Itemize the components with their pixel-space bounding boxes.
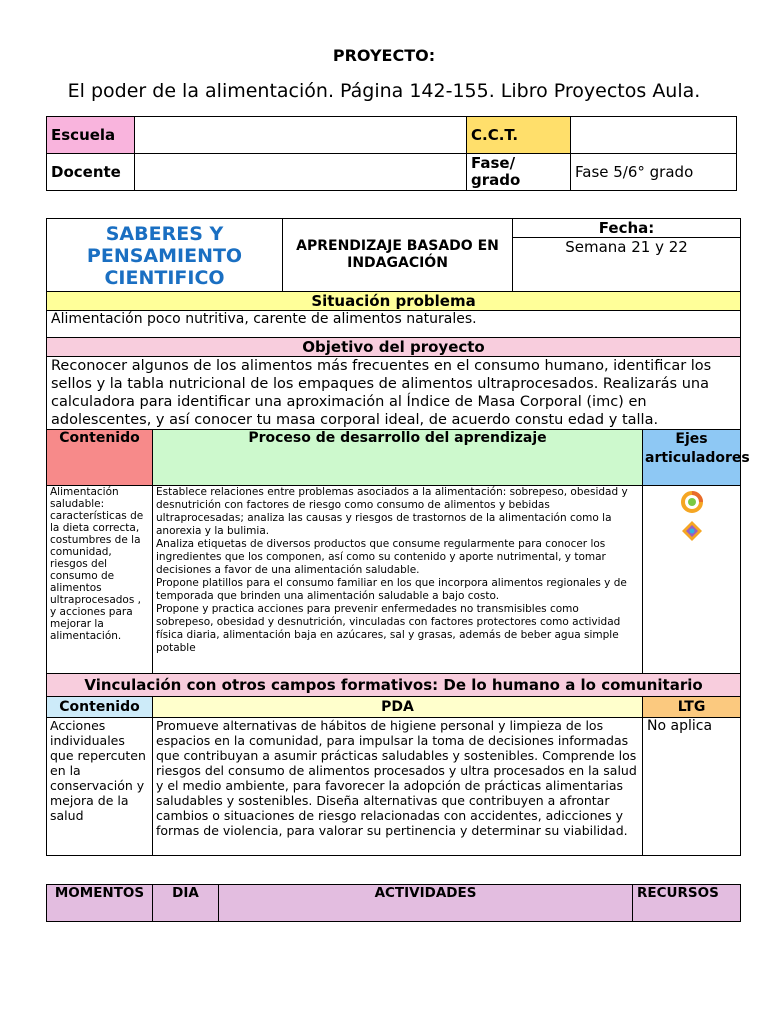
momentos-header: MOMENTOS [47, 885, 153, 922]
pda-header: PDA [153, 697, 643, 718]
diamond-eje-icon [680, 519, 704, 543]
ltg-text: No aplica [643, 718, 741, 856]
cct-label: C.C.T. [467, 117, 571, 154]
dia-header: DIA [153, 885, 219, 922]
info-table [46, 116, 737, 191]
situacion-label: Situación problema [47, 292, 741, 311]
fase-value: Fase 5/6° grado [571, 154, 737, 191]
escuela-label: Escuela [47, 117, 135, 154]
docente-label: Docente [47, 154, 135, 191]
ltg-header: LTG [643, 697, 741, 718]
project-subtitle: El poder de la alimentación. Página 142-155. Libro Proyectos Aula. [67, 80, 701, 102]
fecha-value: Semana 21 y 22 [513, 238, 741, 292]
recursos-header: RECURSOS [633, 885, 741, 922]
main-table [46, 218, 750, 856]
situacion-text: Alimentación poco nutritiva, carente de alimentos naturales. [47, 311, 741, 338]
ejes-header: Ejes articuladores [643, 430, 741, 486]
actividades-header: ACTIVIDADES [219, 885, 633, 922]
proceso-header: Proceso de desarrollo del aprendizaje [153, 430, 643, 486]
campo-formativo: SABERES Y PENSAMIENTO CIENTIFICO [47, 219, 283, 292]
vinc-contenido-header: Contenido [47, 697, 153, 718]
vinc-contenido-text: Acciones individuales que repercuten en la conservación y mejora de la salud [47, 718, 153, 856]
contenido-header: Contenido [47, 430, 153, 486]
contenido-text: Alimentación saludable: características de la dieta correcta, costumbres de la comunidad, riesgos del consumo de alimentos ultraprocesados , y acciones para mejorar la alimentación. [47, 486, 153, 674]
pda-text: Promueve alternativas de hábitos de higiene personal y limpieza de los espacios en la comunidad, para impulsar la toma de decisiones informadas que contribuyan a asumir prácticas saludables y sostenibles. Comprende los riesgos del consumo de alimentos procesados y ultra procesados en la salud y el medio ambiente, para favorecer la adopción de prácticas alimentarias saludables y sostenibles. Diseña alternativas que contribuyen a afrontar cambios o situaciones de riesgo relacionadas con accidentes, adicciones y formas de violencia, para valorar su pertinencia y determinar su viabilidad. [153, 718, 643, 856]
actividades-table [46, 884, 741, 922]
metodologia: APRENDIZAJE BASADO EN INDAGACIÓN [283, 219, 513, 292]
docente-field[interactable] [135, 154, 467, 191]
objetivo-label: Objetivo del proyecto [47, 338, 741, 357]
cct-field[interactable] [571, 117, 737, 154]
fase-label: Fase/ grado [467, 154, 571, 191]
project-label: PROYECTO: [332, 46, 436, 65]
fecha-label: Fecha: [513, 219, 741, 238]
ejes-icons [643, 486, 741, 674]
vinculacion-title: Vinculación con otros campos formativos: De lo humano a lo comunitario [47, 674, 741, 697]
objetivo-text: Reconocer algunos de los alimentos más frecuentes en el consumo humano, identificar los sellos y la tabla nutricional de los empaques de alimentos ultraprocesados. Realizarás una calculadora para identificar una aproximación al Índice de Masa Corporal (imc) en adolescentes, y así conocer tu masa corporal ideal, de acuerdo constu edad y talla. [47, 357, 741, 430]
circular-eje-icon [679, 489, 705, 515]
proceso-text: Establece relaciones entre problemas asociados a la alimentación: sobrepeso, obesidad y desnutrición con factores de riesgo como consumo de alimentos y bebidas ultraprocesadas; analiza las causas y riesgos de trastornos de la alimentación como la anorexia y la bulimia. Analiza etiquetas de diversos productos que consume regularmente para conocer los ingredientes que los componen, así como su contenido y aporte nutrimental, y tomar decisiones a favor de una alimentación saludable. Propone platillos para el consumo familiar en los que incorpora alimentos regionales y de temporada que brinden una alimentación saludable a bajo costo. Propone y practica acciones para prevenir enfermedades no transmisibles como sobrepeso, obesidad y desnutrición, vinculadas con factores protectores como actividad física diaria, alimentación baja en azúcares, sal y grasas, además de beber agua simple potable [153, 486, 643, 674]
escuela-field[interactable] [135, 117, 467, 154]
